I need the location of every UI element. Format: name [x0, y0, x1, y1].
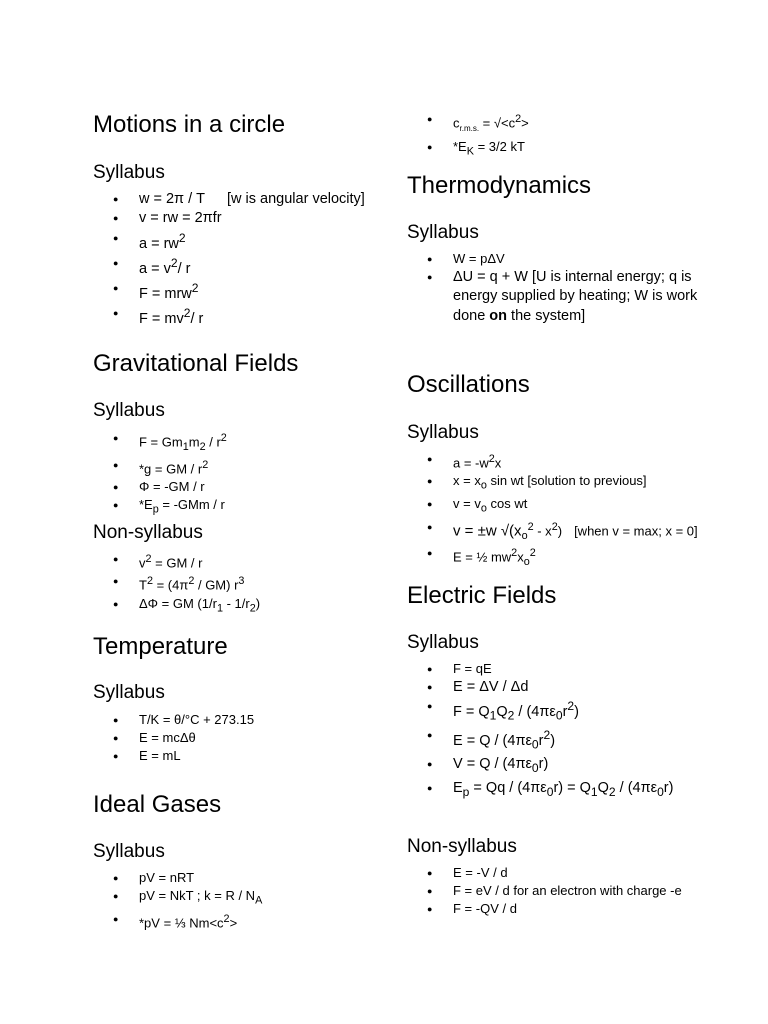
- list-item: ● ΔU = q + W [U is internal energy; q is energy supplied by heating; W is work done on the system]: [407, 268, 707, 326]
- grav-nonsyllabus-list: [93, 550, 260, 617]
- list-item: ● T/K = θ/°C + 273.15: [93, 711, 254, 729]
- list-item: ● F = -QV / d: [407, 900, 682, 918]
- list-item: ● Φ = -GM / r: [93, 478, 227, 496]
- list-item: ● $*E_K = 3/2$ kT: [407, 138, 529, 161]
- heading-oscillations: Oscillations: [407, 371, 530, 398]
- list-item: ● W = pΔV: [407, 250, 707, 268]
- subheading-syllabus: Syllabus: [407, 632, 479, 653]
- list-item: ● $x = x_o$ sin wt [solution to previous]: [407, 472, 698, 495]
- list-item: ● $T^2 = (4\pi^2 / GM)$ $r^3$: [93, 572, 260, 594]
- gases-continued-list: [407, 110, 529, 161]
- list-item: ● E = ½ $mw^2x_o^2$: [407, 544, 698, 571]
- list-item: ● ΔΦ = GM $(1/r_1 - 1/r_2)$: [93, 595, 260, 618]
- list-item: ● $c_{r.m.s.} = √<c^2>$: [407, 110, 529, 138]
- electric-formula-list: [407, 660, 673, 802]
- subheading-syllabus: Syllabus: [407, 422, 479, 443]
- subheading-syllabus: Syllabus: [93, 400, 165, 421]
- subheading-syllabus: Syllabus: [93, 162, 165, 183]
- list-item: ● $*E_p = -GMm / r$: [93, 496, 227, 519]
- heading-thermodynamics: Thermodynamics: [407, 172, 592, 199]
- list-item: ● v = rw = 2πfr: [93, 209, 365, 228]
- list-item: ● E = -V / d: [407, 864, 682, 882]
- gases-formula-list: [93, 869, 262, 932]
- list-item: ● v = ±w $√(x_o^2 - x^2)$ [when v = max; x = 0]: [407, 518, 698, 545]
- list-item: ● E = mL: [93, 747, 254, 765]
- list-item: ● $F = Q_1Q_2 / (4\pi\varepsilon_0r^2)$: [407, 697, 673, 726]
- list-item: ● $a = -w^2x$: [407, 450, 698, 472]
- list-item: ● E = mcΔθ: [93, 729, 254, 747]
- electric-nonsyllabus-list: [407, 864, 682, 918]
- heading-motions-in-a-circle: Motions in a circle: [93, 111, 286, 138]
- list-item: ● w = 2π / T [w is angular velocity]: [93, 190, 365, 209]
- list-item: ● pV = NkT ; $k = R / N_A$: [93, 887, 262, 910]
- subheading-syllabus: Syllabus: [93, 682, 165, 703]
- grav-formula-list: [93, 429, 227, 519]
- list-item: ● $v = v_o$ cos wt: [407, 495, 698, 518]
- subheading-syllabus: Syllabus: [93, 841, 165, 862]
- list-item: ● *g = GM / $r^2$: [93, 456, 227, 478]
- list-item: ● F = mrw$^2$: [93, 279, 365, 304]
- osc-formula-list: [407, 450, 698, 571]
- list-item: ● *pV = ⅓ $Nm<c^2>$: [93, 910, 262, 932]
- list-item: ● $F = mv^2/$ r: [93, 304, 365, 329]
- list-item: ● pV = nRT: [93, 869, 262, 887]
- list-item: ● $V = Q / (4\pi\varepsilon_0r)$: [407, 755, 673, 778]
- thermo-formula-list: [407, 250, 707, 326]
- list-item: ● F = eV / d for an electron with charge -e: [407, 882, 682, 900]
- list-item: ● $v^2$ = GM / r: [93, 550, 260, 572]
- heading-electric-fields: Electric Fields: [407, 582, 557, 609]
- list-item: ● E = ΔV / Δd: [407, 678, 673, 697]
- circle-formula-list: [93, 190, 365, 329]
- list-item: ● $E_p = Qq / (4\pi\varepsilon_0r) = Q_1Q_2 / (4\pi\varepsilon_0r)$: [407, 779, 673, 802]
- heading-gravitational-fields: Gravitational Fields: [93, 350, 299, 377]
- list-item: ● $F = Gm_1m_2 / r^2$: [93, 429, 227, 456]
- list-item: ● $a = rw^2$: [93, 229, 365, 254]
- heading-ideal-gases: Ideal Gases: [93, 791, 222, 818]
- list-item: ● F = qE: [407, 660, 673, 678]
- subheading-non-syllabus: Non-syllabus: [93, 522, 203, 543]
- list-item: ● $E = Q / (4\pi\varepsilon_0r^2)$: [407, 726, 673, 755]
- heading-temperature: Temperature: [93, 633, 228, 660]
- temp-formula-list: [93, 711, 254, 765]
- list-item: ● $a = v^2/$ r: [93, 254, 365, 279]
- subheading-non-syllabus: Non-syllabus: [407, 836, 517, 857]
- subheading-syllabus: Syllabus: [407, 222, 479, 243]
